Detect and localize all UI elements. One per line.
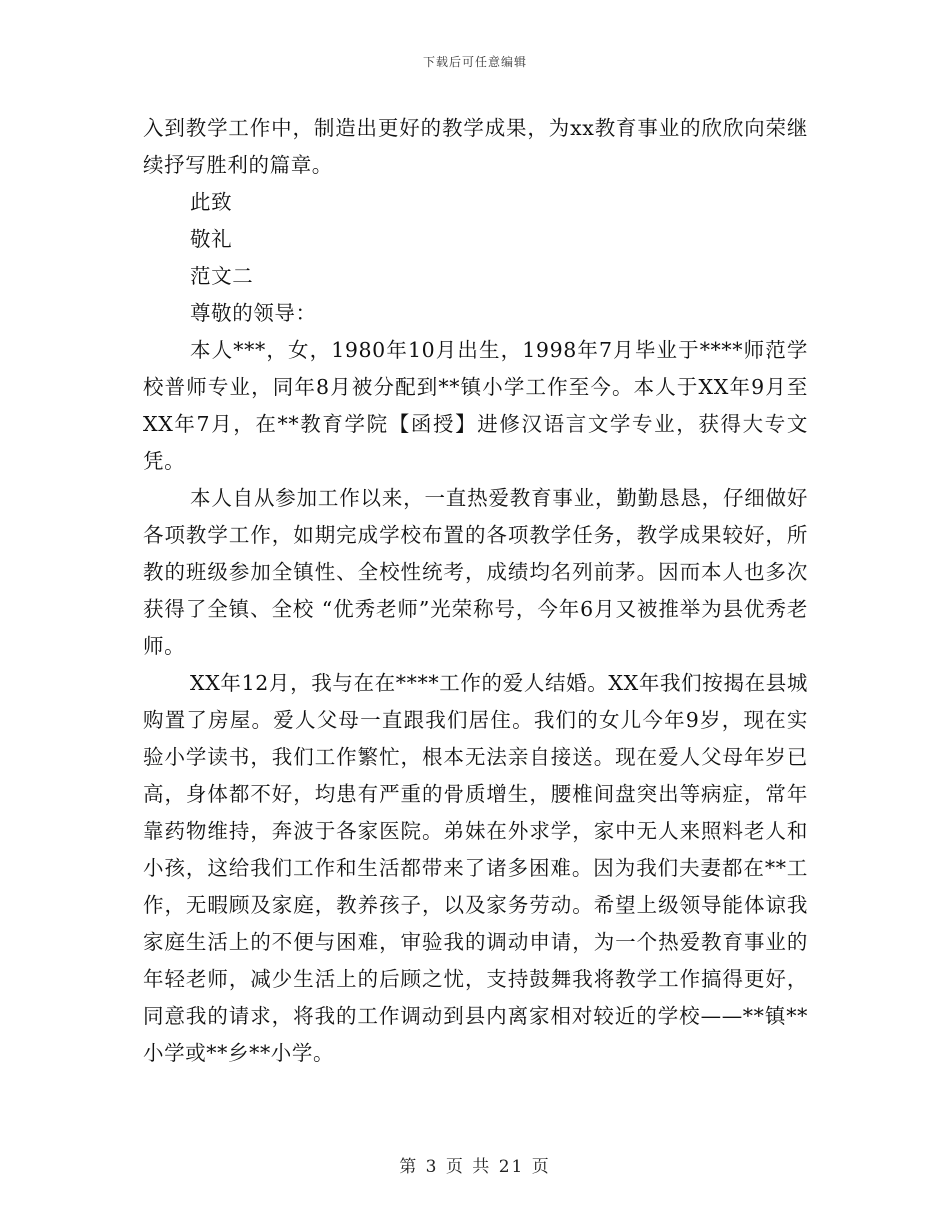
letter-greeting: 尊敬的领导： <box>190 301 317 325</box>
document-body <box>143 110 808 1072</box>
page-number-footer: 第 3 页 共 21 页 <box>399 1157 551 1177</box>
paragraph-background: 本人***，女，1980年10月出生，1998年7月毕业于****师范学校普师专业，同年8月被分配到**镇小学工作至今。本人于XX年9月至XX年7月，在**教育学院【函授】进修汉语言文学专业，获得大专文凭。 <box>143 338 808 473</box>
page-header-note: 下载后可任意编辑 <box>422 55 527 69</box>
paragraph-continuation: 入到教学工作中，制造出更好的教学成果，为xx教育事业的欣欣向荣继续抒写胜利的篇章。 <box>143 116 808 177</box>
section-title: 范文二 <box>190 264 254 288</box>
closing-salutation: 此致 <box>190 190 233 214</box>
closing-regards: 敬礼 <box>190 227 233 251</box>
paragraph-work-record: 本人自从参加工作以来，一直热爱教育事业，勤勤恳恳，仔细做好各项教学工作，如期完成学校布置的各项教学任务，教学成果较好，所教的班级参加全镇性、全校性统考，成绩均名列前茅。因而本人也多次获得了全镇、全校 “优秀老师”光荣称号，今年6月又被推举为县优秀老师。 <box>143 486 808 658</box>
paragraph-family-request: XX年12月，我与在在****工作的爱人结婚。XX年我们按揭在县城购置了房屋。爱人父母一直跟我们居住。我们的女儿今年9岁，现在实验小学读书，我们工作繁忙，根本无法亲自接送。现在爱人父母年岁已高，身体都不好，均患有严重的骨质增生，腰椎间盘突出等病症，常年靠药物维持，奔波于各家医院。弟妹在外求学，家中无人来照料老人和小孩，这给我们工作和生活都带来了诸多困难。因为我们夫妻都在**工作，无暇顾及家庭，教养孩子，以及家务劳动。希望上级领导能体谅我家庭生活上的不便与困难，审验我的调动申请，为一个热爱教育事业的年轻老师，减少生活上的后顾之忧，支持鼓舞我将教学工作搞得更好，同意我的请求，将我的工作调动到县内离家相对较近的学校——**镇**小学或**乡**小学。 <box>143 671 808 1065</box>
